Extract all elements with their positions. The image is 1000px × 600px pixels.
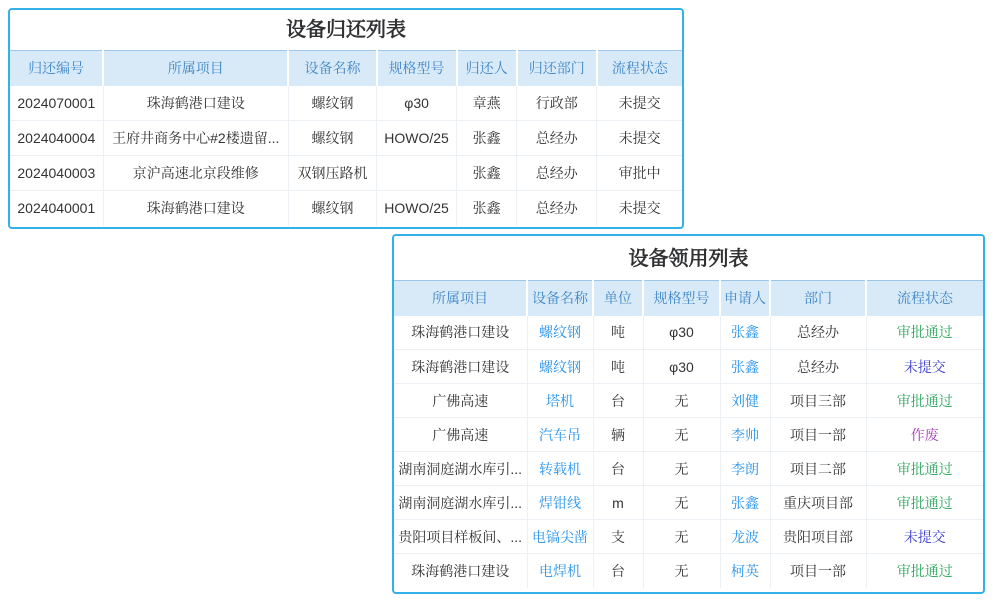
spec-cell: φ30 [377,86,457,121]
project-cell: 珠海鹤港口建设 [394,316,527,350]
project-cell: 湖南洞庭湖水库引... [394,452,527,486]
dept-cell: 总经办 [770,316,866,350]
column-header-device: 设备名称 [527,281,593,316]
device-cell: 螺纹钢 [288,86,376,121]
column-header-unit: 单位 [593,281,643,316]
project-cell: 珠海鹤港口建设 [394,554,527,588]
dept-cell: 贵阳项目部 [770,520,866,554]
project-cell: 贵阳项目样板间、... [394,520,527,554]
return-id-cell: 2024070001 [10,86,103,121]
device-link[interactable]: 螺纹钢 [527,316,593,350]
project-cell: 珠海鹤港口建设 [394,350,527,384]
spec-cell: HOWO/25 [377,121,457,156]
spec-cell [377,156,457,191]
device-cell: 双钢压路机 [288,156,376,191]
table-row [394,418,983,452]
device-link[interactable]: 电焊机 [527,554,593,588]
unit-cell: 辆 [593,418,643,452]
return-id-cell: 2024040004 [10,121,103,156]
column-header-returner: 归还人 [457,51,517,86]
dept-cell: 总经办 [517,191,597,226]
project-cell: 广佛高速 [394,384,527,418]
status-cell: 未提交 [866,520,983,554]
table-row [10,121,682,156]
column-header-status: 流程状态 [597,51,682,86]
unit-cell: 支 [593,520,643,554]
spec-cell: 无 [643,452,720,486]
status-cell: 未提交 [866,350,983,384]
project-cell: 京沪高速北京段维修 [103,156,288,191]
column-header-spec: 规格型号 [377,51,457,86]
status-cell: 审批中 [597,156,682,191]
status-cell: 审批通过 [866,486,983,520]
device-link[interactable]: 塔机 [527,384,593,418]
dept-cell: 项目一部 [770,554,866,588]
return-table [10,50,682,226]
table-row [394,486,983,520]
table-row [10,86,682,121]
unit-cell: 台 [593,452,643,486]
applicant-link[interactable]: 柯英 [720,554,770,588]
device-link[interactable]: 螺纹钢 [527,350,593,384]
unit-cell: m [593,486,643,520]
applicant-link[interactable]: 李朗 [720,452,770,486]
column-header-return-dept: 归还部门 [517,51,597,86]
spec-cell: 无 [643,486,720,520]
dept-cell: 项目一部 [770,418,866,452]
dept-cell: 行政部 [517,86,597,121]
dept-cell: 总经办 [770,350,866,384]
return-table-title: 设备归还列表 [10,10,682,50]
spec-cell: φ30 [643,316,720,350]
applicant-link[interactable]: 张鑫 [720,486,770,520]
table-row [394,350,983,384]
spec-cell: φ30 [643,350,720,384]
return-table-header-row [10,51,682,86]
table-row [394,554,983,588]
device-link[interactable]: 电镐尖凿 [527,520,593,554]
spec-cell: 无 [643,520,720,554]
device-cell: 螺纹钢 [288,191,376,226]
unit-cell: 吨 [593,350,643,384]
table-row [394,384,983,418]
requisition-table-title: 设备领用列表 [394,236,983,280]
project-cell: 广佛高速 [394,418,527,452]
column-header-status: 流程状态 [866,281,983,316]
returner-cell: 张鑫 [457,156,517,191]
applicant-link[interactable]: 张鑫 [720,350,770,384]
return-id-cell: 2024040001 [10,191,103,226]
applicant-link[interactable]: 李帅 [720,418,770,452]
unit-cell: 台 [593,384,643,418]
device-link[interactable]: 汽车吊 [527,418,593,452]
applicant-link[interactable]: 龙波 [720,520,770,554]
return-id-cell: 2024040003 [10,156,103,191]
dept-cell: 重庆项目部 [770,486,866,520]
column-header-applicant: 申请人 [720,281,770,316]
returner-cell: 张鑫 [457,121,517,156]
returner-cell: 章燕 [457,86,517,121]
column-header-spec: 规格型号 [643,281,720,316]
requisition-table-card [392,234,985,594]
applicant-link[interactable]: 张鑫 [720,316,770,350]
spec-cell: 无 [643,418,720,452]
column-header-return-id: 归还编号 [10,51,103,86]
spec-cell: HOWO/25 [377,191,457,226]
device-link[interactable]: 转载机 [527,452,593,486]
unit-cell: 台 [593,554,643,588]
requisition-table-header-row [394,281,983,316]
project-cell: 珠海鹤港口建设 [103,191,288,226]
status-cell: 审批通过 [866,452,983,486]
dept-cell: 项目三部 [770,384,866,418]
status-cell: 未提交 [597,86,682,121]
returner-cell: 张鑫 [457,191,517,226]
table-row [394,452,983,486]
status-cell: 审批通过 [866,384,983,418]
project-cell: 湖南洞庭湖水库引... [394,486,527,520]
status-cell: 审批通过 [866,316,983,350]
column-header-dept: 部门 [770,281,866,316]
spec-cell: 无 [643,384,720,418]
unit-cell: 吨 [593,316,643,350]
dept-cell: 总经办 [517,156,597,191]
spec-cell: 无 [643,554,720,588]
table-row [10,191,682,226]
status-cell: 审批通过 [866,554,983,588]
status-cell: 未提交 [597,121,682,156]
applicant-link[interactable]: 刘健 [720,384,770,418]
column-header-device: 设备名称 [288,51,376,86]
column-header-project: 所属项目 [103,51,288,86]
dept-cell: 项目二部 [770,452,866,486]
device-cell: 螺纹钢 [288,121,376,156]
requisition-table [394,280,983,588]
project-cell: 王府井商务中心#2楼遗留... [103,121,288,156]
return-table-card [8,8,684,229]
project-cell: 珠海鹤港口建设 [103,86,288,121]
column-header-project: 所属项目 [394,281,527,316]
table-row [10,156,682,191]
status-cell: 未提交 [597,191,682,226]
table-row [394,520,983,554]
status-cell: 作废 [866,418,983,452]
device-link[interactable]: 焊钳线 [527,486,593,520]
table-row [394,316,983,350]
dept-cell: 总经办 [517,121,597,156]
